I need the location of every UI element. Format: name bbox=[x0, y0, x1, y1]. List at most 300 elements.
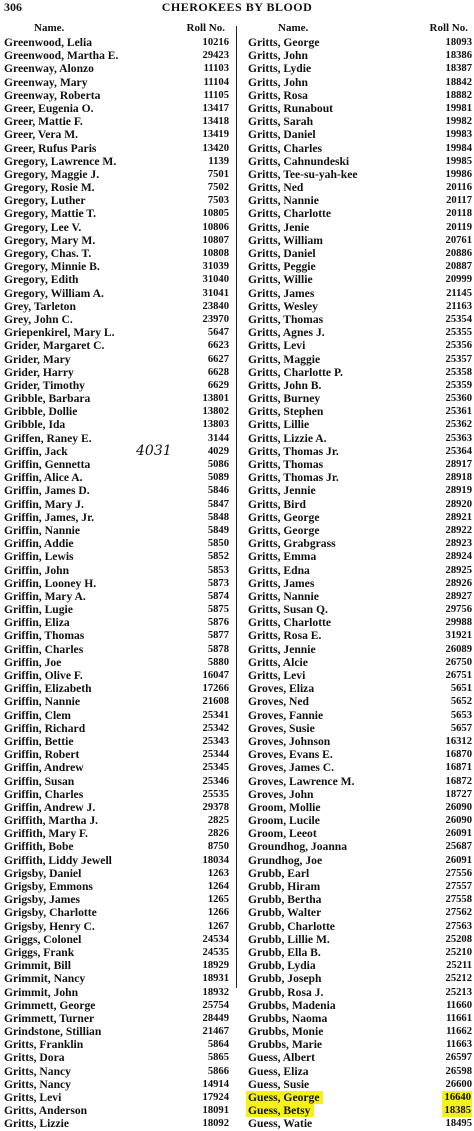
list-item bbox=[248, 181, 472, 194]
entry-name: Groves, James C. bbox=[248, 761, 335, 775]
entry-name: Grimmit, Bill bbox=[4, 959, 71, 973]
right-column bbox=[248, 22, 472, 1131]
entry-roll-number: 13803 bbox=[202, 419, 229, 431]
list-item bbox=[4, 168, 229, 181]
entry-name: Gregory, Edith bbox=[4, 273, 79, 287]
list-item bbox=[4, 1065, 229, 1078]
entry-name: Griffen, Raney E. bbox=[4, 431, 92, 445]
entry-name: Gregory, Mattie T. bbox=[4, 207, 97, 221]
entry-name: Greer, Rufus Paris bbox=[4, 141, 97, 155]
list-item bbox=[4, 986, 229, 999]
list-item bbox=[4, 1012, 229, 1025]
entry-name: Griffin, Robert bbox=[4, 748, 80, 762]
entry-name: Gregory, Lee V. bbox=[4, 220, 82, 234]
entry-name: Groves, Evans E. bbox=[248, 748, 333, 762]
entry-roll-number: 10806 bbox=[202, 221, 229, 233]
list-item bbox=[4, 933, 229, 946]
list-item bbox=[4, 656, 229, 669]
entry-name: Griffith, Mary F. bbox=[4, 827, 88, 841]
entry-roll-number: 5652 bbox=[450, 696, 472, 708]
entry-name: Grimmett, George bbox=[4, 998, 96, 1012]
entry-roll-number: 18495 bbox=[445, 1118, 472, 1130]
entry-name: Gritts, Lillie bbox=[248, 418, 310, 432]
entry-name: Gritts, Rosa bbox=[248, 88, 308, 102]
entry-roll-number: 16870 bbox=[445, 749, 472, 761]
list-item bbox=[4, 682, 229, 695]
entry-roll-number: 17924 bbox=[202, 1092, 229, 1103]
list-item bbox=[248, 76, 472, 89]
list-item bbox=[248, 471, 472, 484]
entry-roll-number: 25364 bbox=[445, 445, 472, 457]
entry-roll-number: 5847 bbox=[207, 498, 229, 510]
entry-name: Griffin, Jack bbox=[4, 444, 68, 458]
entry-name: Grider, Margaret C. bbox=[4, 339, 105, 353]
entry-roll-number: 28924 bbox=[445, 551, 472, 563]
entry-roll-number: 28921 bbox=[445, 511, 472, 523]
entry-name: Griffin, Looney H. bbox=[4, 576, 97, 590]
entry-name: Griffin, Thomas bbox=[4, 629, 85, 643]
list-item bbox=[4, 920, 229, 933]
list-item bbox=[248, 840, 472, 853]
entry-roll-number: 28919 bbox=[445, 485, 472, 497]
entry-roll-number: 11663 bbox=[446, 1039, 472, 1051]
entry-name: Griffin, Charles bbox=[4, 642, 84, 656]
entry-name: Gritts, John bbox=[248, 75, 308, 89]
list-item bbox=[248, 405, 472, 418]
entry-name: Griffin, Charles bbox=[4, 787, 84, 801]
entry-name: Gritts, Sarah bbox=[248, 115, 314, 129]
list-item bbox=[248, 1025, 472, 1038]
entry-name: Groves, Fannie bbox=[248, 708, 324, 722]
list-item bbox=[4, 959, 229, 972]
entry-roll-number: 29988 bbox=[445, 617, 472, 629]
entry-roll-number: 26750 bbox=[445, 656, 472, 668]
entry-name: Gritts, Stephen bbox=[248, 405, 324, 419]
entry-roll-number: 10808 bbox=[202, 248, 229, 259]
entry-name: Gritts, Dora bbox=[4, 1051, 65, 1065]
entry-name: Gritts, Lizzie A. bbox=[248, 431, 327, 445]
list-item bbox=[248, 1065, 472, 1078]
list-item bbox=[4, 1025, 229, 1038]
list-item bbox=[248, 379, 472, 392]
list-item bbox=[248, 339, 472, 352]
entry-name: Gregory, Maggie J. bbox=[4, 167, 100, 181]
entry-name: Grigsby, James bbox=[4, 893, 81, 907]
list-item bbox=[248, 854, 472, 867]
list-item bbox=[248, 49, 472, 62]
entry-roll-number: 21467 bbox=[202, 1026, 229, 1038]
entry-roll-number: 16871 bbox=[445, 762, 472, 774]
entry-roll-number: 10216 bbox=[202, 37, 229, 48]
entry-name: Greer, Vera M. bbox=[4, 128, 79, 142]
entry-roll-number: 5657 bbox=[450, 722, 472, 734]
right-column-header bbox=[248, 22, 472, 36]
entry-name: Griffin, John bbox=[4, 563, 70, 577]
entry-roll-number: 19984 bbox=[445, 142, 472, 154]
list-item bbox=[248, 722, 472, 735]
list-item bbox=[248, 603, 472, 616]
list-item bbox=[248, 484, 472, 497]
entry-roll-number: 31040 bbox=[202, 274, 229, 286]
entry-roll-number: 25363 bbox=[445, 432, 472, 444]
list-item bbox=[4, 76, 229, 89]
entry-roll-number: 7501 bbox=[207, 168, 229, 180]
entry-roll-number: 1267 bbox=[207, 920, 229, 932]
list-item bbox=[4, 1117, 229, 1130]
entry-name: Groves, Johnson bbox=[248, 734, 331, 748]
list-item bbox=[4, 1038, 229, 1051]
entry-name: Greenway, Mary bbox=[4, 75, 88, 89]
entry-roll-number: 5866 bbox=[207, 1065, 229, 1077]
entry-roll-number: 6627 bbox=[207, 353, 229, 365]
list-item bbox=[4, 590, 229, 603]
list-item bbox=[4, 128, 229, 141]
entry-name: Gritts, Grabgrass bbox=[248, 537, 336, 551]
entry-name: Gregory, Chas. T. bbox=[4, 247, 92, 260]
list-item bbox=[4, 761, 229, 774]
list-item bbox=[4, 854, 229, 867]
entry-roll-number: 16312 bbox=[445, 735, 472, 747]
entry-name: Griffin, Richard bbox=[4, 721, 86, 735]
entry-name: Gritts, Charlotte bbox=[248, 207, 332, 221]
entry-name: Griffin, Joe bbox=[4, 655, 62, 669]
list-item bbox=[248, 669, 472, 682]
entry-name: Griffin, Olive F. bbox=[4, 669, 83, 682]
list-item bbox=[248, 682, 472, 695]
entry-roll-number: 11662 bbox=[446, 1026, 472, 1038]
entry-name: Griffin, Addie bbox=[4, 537, 74, 551]
list-item bbox=[248, 313, 472, 326]
entry-name: Grubbs, Madenia bbox=[248, 998, 336, 1012]
entry-roll-number: 27562 bbox=[445, 907, 472, 919]
entry-roll-number: 11104 bbox=[203, 76, 229, 88]
list-item bbox=[4, 194, 229, 207]
entry-roll-number: 4029 bbox=[207, 445, 229, 457]
entry-name: Gritts, Levi bbox=[248, 669, 306, 682]
entry-roll-number: 6623 bbox=[207, 340, 229, 352]
entry-roll-number: 13419 bbox=[202, 129, 229, 141]
entry-roll-number: 21163 bbox=[446, 300, 472, 312]
entry-roll-number: 28925 bbox=[445, 564, 472, 576]
entry-name: Griffin, Andrew J. bbox=[4, 800, 96, 814]
entry-roll-number: 26090 bbox=[445, 801, 472, 813]
entry-name: Gritts, Charlotte P. bbox=[248, 365, 343, 379]
entry-roll-number: 25343 bbox=[202, 735, 229, 747]
entry-roll-number: 18882 bbox=[445, 89, 472, 101]
entry-name: Gritts, Lydie bbox=[248, 62, 312, 76]
entry-roll-number: 5846 bbox=[207, 485, 229, 497]
entry-roll-number: 5874 bbox=[207, 590, 229, 602]
entry-roll-number: 20119 bbox=[446, 221, 472, 233]
list-item bbox=[4, 695, 229, 708]
entry-roll-number: 10807 bbox=[202, 234, 229, 246]
entry-roll-number: 16640 bbox=[442, 1091, 472, 1104]
list-item bbox=[248, 946, 472, 959]
entry-roll-number: 28922 bbox=[445, 524, 472, 536]
entry-roll-number: 10805 bbox=[202, 208, 229, 220]
entry-roll-number: 25211 bbox=[446, 960, 472, 972]
entry-roll-number: 31041 bbox=[202, 287, 229, 299]
entry-roll-number: 5853 bbox=[207, 564, 229, 576]
list-item bbox=[4, 300, 229, 313]
entry-roll-number: 13420 bbox=[202, 142, 229, 154]
list-item bbox=[4, 155, 229, 168]
list-item bbox=[248, 62, 472, 75]
entry-name: Gribble, Barbara bbox=[4, 392, 91, 406]
entry-roll-number: 19981 bbox=[445, 102, 472, 114]
entry-roll-number: 2826 bbox=[207, 828, 229, 840]
entry-name: Gritts, Peggie bbox=[248, 260, 316, 274]
list-item bbox=[248, 959, 472, 972]
list-item bbox=[248, 326, 472, 339]
list-item bbox=[248, 972, 472, 985]
entry-roll-number: 7502 bbox=[207, 182, 229, 194]
entry-roll-number: 5880 bbox=[207, 656, 229, 668]
entry-roll-number: 25213 bbox=[445, 986, 472, 998]
entry-roll-number: 18092 bbox=[202, 1118, 229, 1130]
entry-roll-number: 25360 bbox=[445, 393, 472, 405]
list-item bbox=[4, 814, 229, 827]
list-item bbox=[248, 735, 472, 748]
list-item bbox=[4, 616, 229, 629]
entry-name: Gritts, Jennie bbox=[248, 484, 316, 498]
list-item bbox=[4, 142, 229, 155]
entry-name: Gritts, Charlotte bbox=[248, 616, 332, 630]
list-item bbox=[248, 1051, 472, 1064]
list-item bbox=[4, 669, 229, 682]
entry-name: Grubb, Ella B. bbox=[248, 945, 321, 959]
list-item bbox=[248, 814, 472, 827]
entry-roll-number: 28927 bbox=[445, 590, 472, 602]
entry-name: Gritts, James bbox=[248, 286, 315, 300]
entry-roll-number: 25754 bbox=[202, 999, 229, 1011]
list-item bbox=[4, 287, 229, 300]
list-item bbox=[4, 405, 229, 418]
entry-name: Grigsby, Daniel bbox=[4, 866, 82, 880]
entry-name: Guess, Eliza bbox=[248, 1064, 309, 1078]
entry-roll-number: 23840 bbox=[202, 300, 229, 312]
entry-name: Grubb, Earl bbox=[248, 866, 310, 880]
entry-name: Griffith, Liddy Jewell bbox=[4, 853, 112, 867]
list-item bbox=[4, 603, 229, 616]
list-item bbox=[4, 748, 229, 761]
entry-roll-number: 19986 bbox=[445, 168, 472, 180]
entry-roll-number: 5852 bbox=[207, 551, 229, 563]
highlighted-entry bbox=[248, 1104, 472, 1117]
entry-roll-number: 1266 bbox=[207, 907, 229, 919]
list-item bbox=[4, 788, 229, 801]
entry-roll-number: 11105 bbox=[203, 89, 229, 101]
entry-name: Gritts, Anderson bbox=[4, 1104, 88, 1118]
list-item bbox=[4, 247, 229, 260]
entry-roll-number: 5653 bbox=[450, 709, 472, 721]
entry-name: Grubb, Joseph bbox=[248, 972, 322, 986]
entry-roll-number: 27563 bbox=[445, 920, 472, 932]
entry-roll-number: 14914 bbox=[202, 1078, 229, 1090]
entry-roll-number: 5877 bbox=[207, 630, 229, 642]
entry-name: Grubb, Hiram bbox=[248, 880, 321, 893]
entry-name: Griffin, Alice A. bbox=[4, 471, 83, 485]
entry-roll-number: 28917 bbox=[445, 459, 472, 470]
list-item bbox=[4, 801, 229, 814]
entry-roll-number: 5864 bbox=[207, 1039, 229, 1051]
entry-name: Gritts, Lizzie bbox=[4, 1117, 70, 1131]
entry-roll-number: 16047 bbox=[202, 670, 229, 681]
list-item bbox=[4, 260, 229, 273]
entry-name: Greenway, Alonzo bbox=[4, 62, 94, 76]
entry-name: Griffin, Susan bbox=[4, 774, 75, 788]
highlighted-entry bbox=[248, 1091, 472, 1104]
list-item bbox=[248, 999, 472, 1012]
list-item bbox=[248, 656, 472, 669]
entry-roll-number: 26089 bbox=[445, 643, 472, 655]
entry-roll-number: 24534 bbox=[202, 933, 229, 945]
list-item bbox=[4, 471, 229, 484]
entry-roll-number: 2825 bbox=[207, 815, 229, 827]
list-item bbox=[248, 893, 472, 906]
entry-name: Gritts, Levi bbox=[248, 339, 306, 353]
list-item bbox=[4, 1104, 229, 1117]
entry-name: Gribble, Dollie bbox=[4, 405, 78, 419]
list-item bbox=[4, 89, 229, 102]
list-item bbox=[248, 590, 472, 603]
list-item bbox=[248, 511, 472, 524]
entry-name: Greer, Mattie F. bbox=[4, 115, 83, 129]
entry-name: Grigsby, Emmons bbox=[4, 880, 93, 893]
list-item bbox=[248, 761, 472, 774]
entry-name: Gritts, Alcie bbox=[248, 655, 308, 669]
list-item bbox=[248, 168, 472, 181]
list-item bbox=[248, 748, 472, 761]
entry-roll-number: 25535 bbox=[202, 788, 229, 800]
entry-name: Gritts, Jenie bbox=[248, 220, 310, 234]
entry-roll-number: 20118 bbox=[446, 208, 472, 220]
entry-roll-number: 18932 bbox=[202, 986, 229, 998]
list-item bbox=[4, 273, 229, 286]
entry-name: Groundhog, Joanna bbox=[248, 840, 348, 854]
entry-roll-number: 25358 bbox=[445, 366, 472, 378]
entry-roll-number: 17266 bbox=[202, 683, 229, 695]
handwritten-annotation: 4031 bbox=[136, 442, 172, 459]
entry-name: Gritts, Ned bbox=[248, 181, 304, 195]
entry-name: Gritts, George bbox=[248, 510, 320, 524]
list-item bbox=[4, 49, 229, 62]
entry-roll-number: 26090 bbox=[445, 815, 472, 827]
list-item bbox=[4, 102, 229, 115]
entry-roll-number: 25356 bbox=[445, 340, 472, 352]
list-item bbox=[248, 234, 472, 247]
list-item bbox=[248, 920, 472, 933]
entry-name: Gritts, Charles bbox=[248, 141, 323, 155]
entry-roll-number: 5850 bbox=[207, 538, 229, 550]
list-item bbox=[248, 564, 472, 577]
entry-name: Gregory, Luther bbox=[4, 194, 86, 208]
entry-roll-number: 13801 bbox=[202, 393, 229, 405]
entry-name: Gritts, James bbox=[248, 576, 315, 590]
list-item bbox=[4, 392, 229, 405]
entry-name: Griffin, Gennetta bbox=[4, 458, 91, 471]
list-item bbox=[248, 128, 472, 141]
list-item bbox=[4, 564, 229, 577]
list-item bbox=[248, 102, 472, 115]
entry-name: Gritts, Franklin bbox=[4, 1038, 84, 1052]
list-item bbox=[248, 432, 472, 445]
entry-roll-number: 25341 bbox=[202, 709, 229, 721]
entry-roll-number: 27556 bbox=[445, 867, 472, 879]
entry-name: Grider, Timothy bbox=[4, 378, 85, 392]
list-item bbox=[4, 537, 229, 550]
entry-name: Greenway, Roberta bbox=[4, 88, 101, 102]
entry-roll-number: 27558 bbox=[445, 894, 472, 906]
name-column-label: Name. bbox=[278, 22, 309, 34]
list-item bbox=[248, 366, 472, 379]
entry-name: Grubb, Rosa J. bbox=[248, 985, 324, 999]
entry-roll-number: 25687 bbox=[445, 841, 472, 853]
entry-roll-number: 25346 bbox=[202, 775, 229, 787]
entry-roll-number: 5878 bbox=[207, 643, 229, 655]
entry-name: Gritts, Thomas bbox=[248, 458, 324, 471]
entry-name: Griffin, James, Jr. bbox=[4, 510, 95, 524]
list-item bbox=[4, 709, 229, 722]
entry-roll-number: 18727 bbox=[445, 788, 472, 800]
list-item bbox=[248, 89, 472, 102]
entry-roll-number: 28926 bbox=[445, 577, 472, 589]
entry-name: Grider, Mary bbox=[4, 352, 71, 366]
entry-name: Guess, George bbox=[246, 1091, 323, 1104]
list-item bbox=[4, 484, 229, 497]
entry-name: Gritts, Susan Q. bbox=[248, 603, 328, 617]
entry-roll-number: 18091 bbox=[202, 1105, 229, 1117]
entry-roll-number: 18387 bbox=[445, 63, 472, 75]
list-item bbox=[4, 366, 229, 379]
list-item bbox=[4, 181, 229, 194]
entry-name: Groves, Lawrence M. bbox=[248, 774, 355, 788]
entry-name: Groves, Ned bbox=[248, 695, 309, 709]
list-item bbox=[248, 353, 472, 366]
entry-name: Griffin, Eliza bbox=[4, 616, 70, 630]
left-column-header bbox=[4, 22, 229, 36]
list-item bbox=[4, 1051, 229, 1064]
entry-roll-number: 25210 bbox=[445, 946, 472, 958]
entry-name: Groom, Lucile bbox=[248, 814, 320, 828]
entry-name: Gritts, Nannie bbox=[248, 589, 319, 603]
entry-roll-number: 5876 bbox=[207, 617, 229, 629]
entry-roll-number: 18034 bbox=[202, 854, 229, 866]
page-title: CHEROKEES BY BLOOD bbox=[161, 0, 313, 14]
entry-roll-number: 21608 bbox=[202, 696, 229, 708]
entry-roll-number: 25359 bbox=[445, 379, 472, 391]
entry-name: Groves, John bbox=[248, 787, 314, 801]
entry-roll-number: 7503 bbox=[207, 195, 229, 207]
column-divider bbox=[236, 26, 237, 988]
list-item bbox=[4, 972, 229, 985]
entry-name: Groom, Mollie bbox=[248, 800, 321, 814]
entry-name: Griffin, Clem bbox=[4, 708, 71, 722]
left-column bbox=[4, 22, 229, 1131]
entry-name: Gritts, Maggie bbox=[248, 352, 321, 366]
list-item bbox=[4, 946, 229, 959]
entry-roll-number: 26600 bbox=[445, 1078, 472, 1090]
entry-name: Griffin, Nannie bbox=[4, 695, 81, 709]
right-entry-list bbox=[248, 36, 472, 1131]
entry-name: Gritts, Wesley bbox=[248, 299, 318, 313]
list-item bbox=[248, 1012, 472, 1025]
list-item bbox=[248, 616, 472, 629]
list-item bbox=[248, 194, 472, 207]
entry-roll-number: 26091 bbox=[445, 854, 472, 866]
entry-name: Grigsby, Henry C. bbox=[4, 919, 95, 933]
entry-roll-number: 5651 bbox=[450, 683, 472, 695]
